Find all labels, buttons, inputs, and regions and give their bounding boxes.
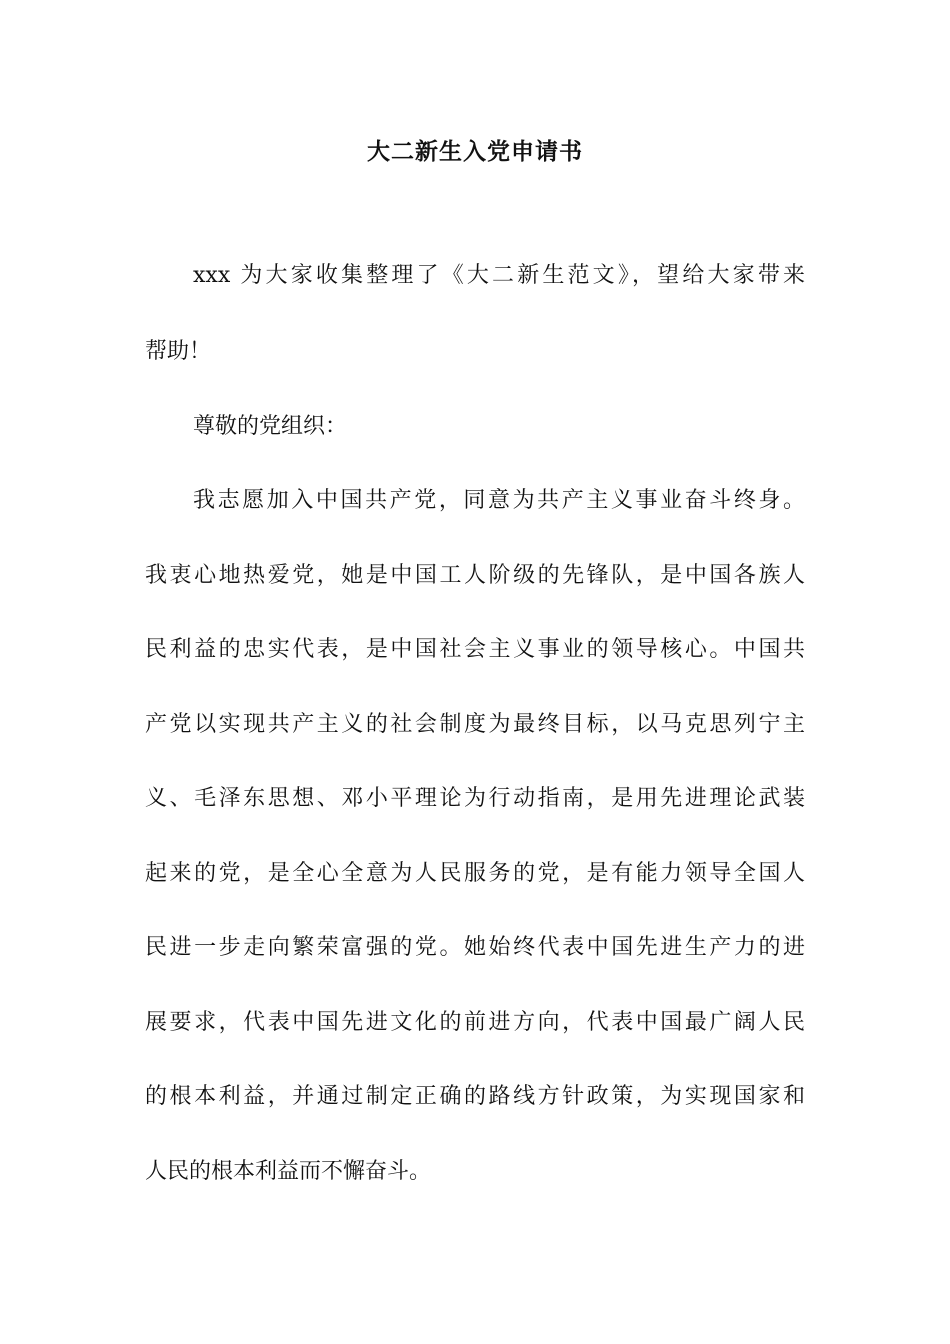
body-line: 民利益的忠实代表，是中国社会主义事业的领导核心。中国共 [145,637,805,662]
body-line: 我衷心地热爱党，她是中国工人阶级的先锋队，是中国各族人 [145,563,805,588]
body-line: 帮助！ [145,339,212,364]
salutation: 尊敬的党组织： [193,414,348,439]
body-line: 产党以实现共产主义的社会制度为最终目标，以马克思列宁主 [145,712,805,737]
body-line: 人民的根本利益而不懈奋斗。 [145,1159,432,1184]
body-line: 展要求，代表中国先进文化的前进方向，代表中国最广阔人民 [145,1010,805,1035]
body-line: 起来的党，是全心全意为人民服务的党，是有能力领导全国人 [145,861,805,886]
body-line: 我志愿加入中国共产党，同意为共产主义事业奋斗终身。 [193,488,805,513]
body-line: xxx 为大家收集整理了《大二新生范文》，望给大家带来 [193,263,805,288]
body-line: 的根本利益，并通过制定正确的路线方针政策，为实现国家和 [145,1084,805,1109]
body-line: 民进一步走向繁荣富强的党。她始终代表中国先进生产力的进 [145,935,805,960]
document-title: 大二新生入党申请书 [367,138,583,165]
body-line: 义、毛泽东思想、邓小平理论为行动指南，是用先进理论武装 [145,786,805,811]
